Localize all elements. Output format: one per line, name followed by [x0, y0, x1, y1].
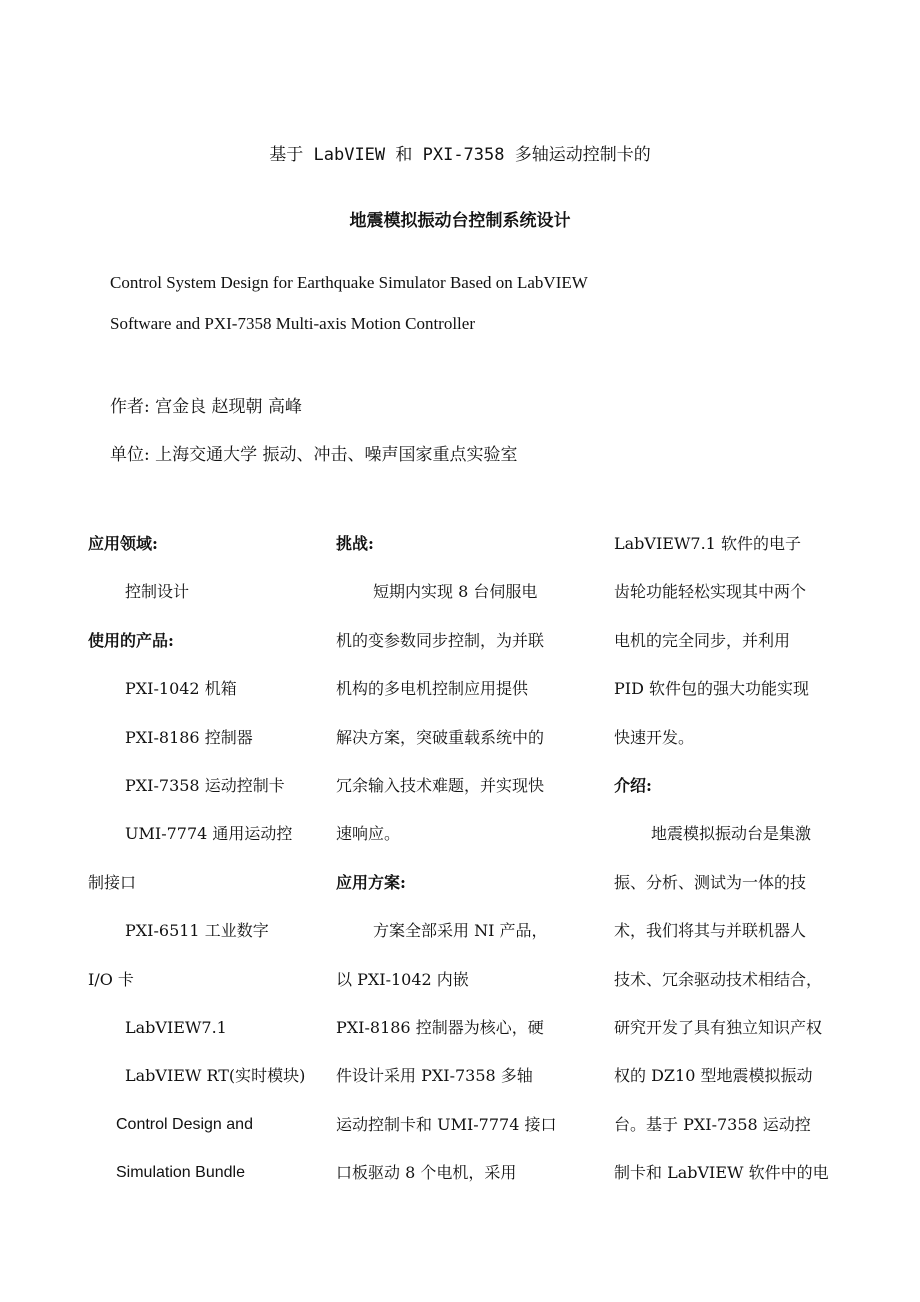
intro-text-line: 术，我们将其与并联机器人	[614, 921, 807, 941]
intro-text-line: 台。基于 PXI-7358 运动控	[614, 1114, 811, 1134]
product-item: LabVIEW7.1	[125, 1018, 227, 1038]
intro-heading: 介绍:	[614, 776, 652, 796]
author-label: 作者:	[110, 397, 150, 417]
intro-text-line: 地震模拟振动台是集激	[651, 824, 812, 844]
intro-text-line: 技术、冗余驱动技术相结合，	[614, 969, 823, 989]
product-item: Simulation Bundle	[116, 1164, 245, 1182]
solution-text-line: 口板驱动 8 个电机，采用	[336, 1163, 517, 1183]
author-names: 宫金良 赵现朝 高峰	[155, 397, 302, 417]
intro-text-line: 制卡和 LabVIEW 软件中的电	[614, 1163, 829, 1183]
intro-text-line: 研究开发了具有独立知识产权	[614, 1018, 823, 1038]
solution-text-line: 方案全部采用 NI 产品，	[373, 921, 548, 941]
solution-text-line: 齿轮功能轻松实现其中两个	[614, 582, 807, 602]
product-item: PXI-8186 控制器	[125, 727, 253, 747]
column-2	[336, 520, 591, 1198]
intro-text-line: 振、分析、测试为一体的技	[614, 872, 807, 892]
product-item: Control Design and	[116, 1115, 253, 1133]
author-line	[110, 392, 302, 417]
product-item: PXI-7358 运动控制卡	[125, 776, 285, 796]
products-heading: 使用的产品:	[88, 630, 174, 650]
solution-text-line: 快速开发。	[614, 727, 695, 747]
unit-line	[110, 440, 518, 465]
solution-text-line: 运动控制卡和 UMI-7774 接口	[336, 1114, 557, 1134]
challenge-heading: 挑战:	[336, 534, 374, 553]
challenge-text-line: 短期内实现 8 台伺服电	[373, 582, 538, 602]
intro-text-line: 权的 DZ10 型地震模拟振动	[614, 1066, 813, 1086]
english-title-line1: Control System Design for Earthquake Simulator Based on LabVIEW	[110, 273, 588, 292]
solution-text-line: LabVIEW7.1 软件的电子	[614, 534, 801, 553]
product-item: PXI-1042 机箱	[125, 679, 237, 699]
unit-name: 上海交通大学 振动、冲击、噪声国家重点实验室	[155, 445, 518, 465]
english-title-line2: Software and PXI-7358 Multi-axis Motion Controller	[110, 314, 475, 333]
solution-text-line: 以 PXI-1042 内嵌	[336, 969, 469, 989]
challenge-text-line: 速响应。	[336, 824, 401, 844]
application-field-heading: 应用领域:	[88, 534, 158, 553]
product-item-wrap: I/O 卡	[88, 969, 134, 989]
application-field-value: 控制设计	[125, 582, 190, 602]
product-item: PXI-6511 工业数字	[125, 921, 269, 941]
solution-text-line: 电机的完全同步，并利用	[614, 630, 791, 650]
solution-heading: 应用方案:	[336, 872, 406, 892]
unit-label: 单位:	[110, 445, 150, 465]
document-title-line2: 地震模拟振动台控制系统设计	[349, 211, 571, 231]
column-3	[614, 520, 874, 1198]
solution-text-line: PXI-8186 控制器为核心，硬	[336, 1018, 544, 1038]
solution-text-line: 件设计采用 PXI-7358 多轴	[336, 1066, 533, 1086]
product-item: LabVIEW RT(实时模块)	[125, 1066, 306, 1086]
challenge-text-line: 解决方案，突破重载系统中的	[336, 727, 545, 747]
document-title-line1: 基于 LabVIEW 和 PXI-7358 多轴运动控制卡的	[269, 145, 651, 165]
challenge-text-line: 机构的多电机控制应用提供	[336, 679, 529, 699]
challenge-text-line: 冗余输入技术难题，并实现快	[336, 776, 545, 796]
product-item-wrap: 制接口	[88, 872, 137, 892]
product-item: UMI-7774 通用运动控	[125, 824, 293, 844]
column-1	[88, 520, 328, 1198]
solution-text-line: PID 软件包的强大功能实现	[614, 679, 810, 699]
challenge-text-line: 机的变参数同步控制，为并联	[336, 630, 545, 650]
